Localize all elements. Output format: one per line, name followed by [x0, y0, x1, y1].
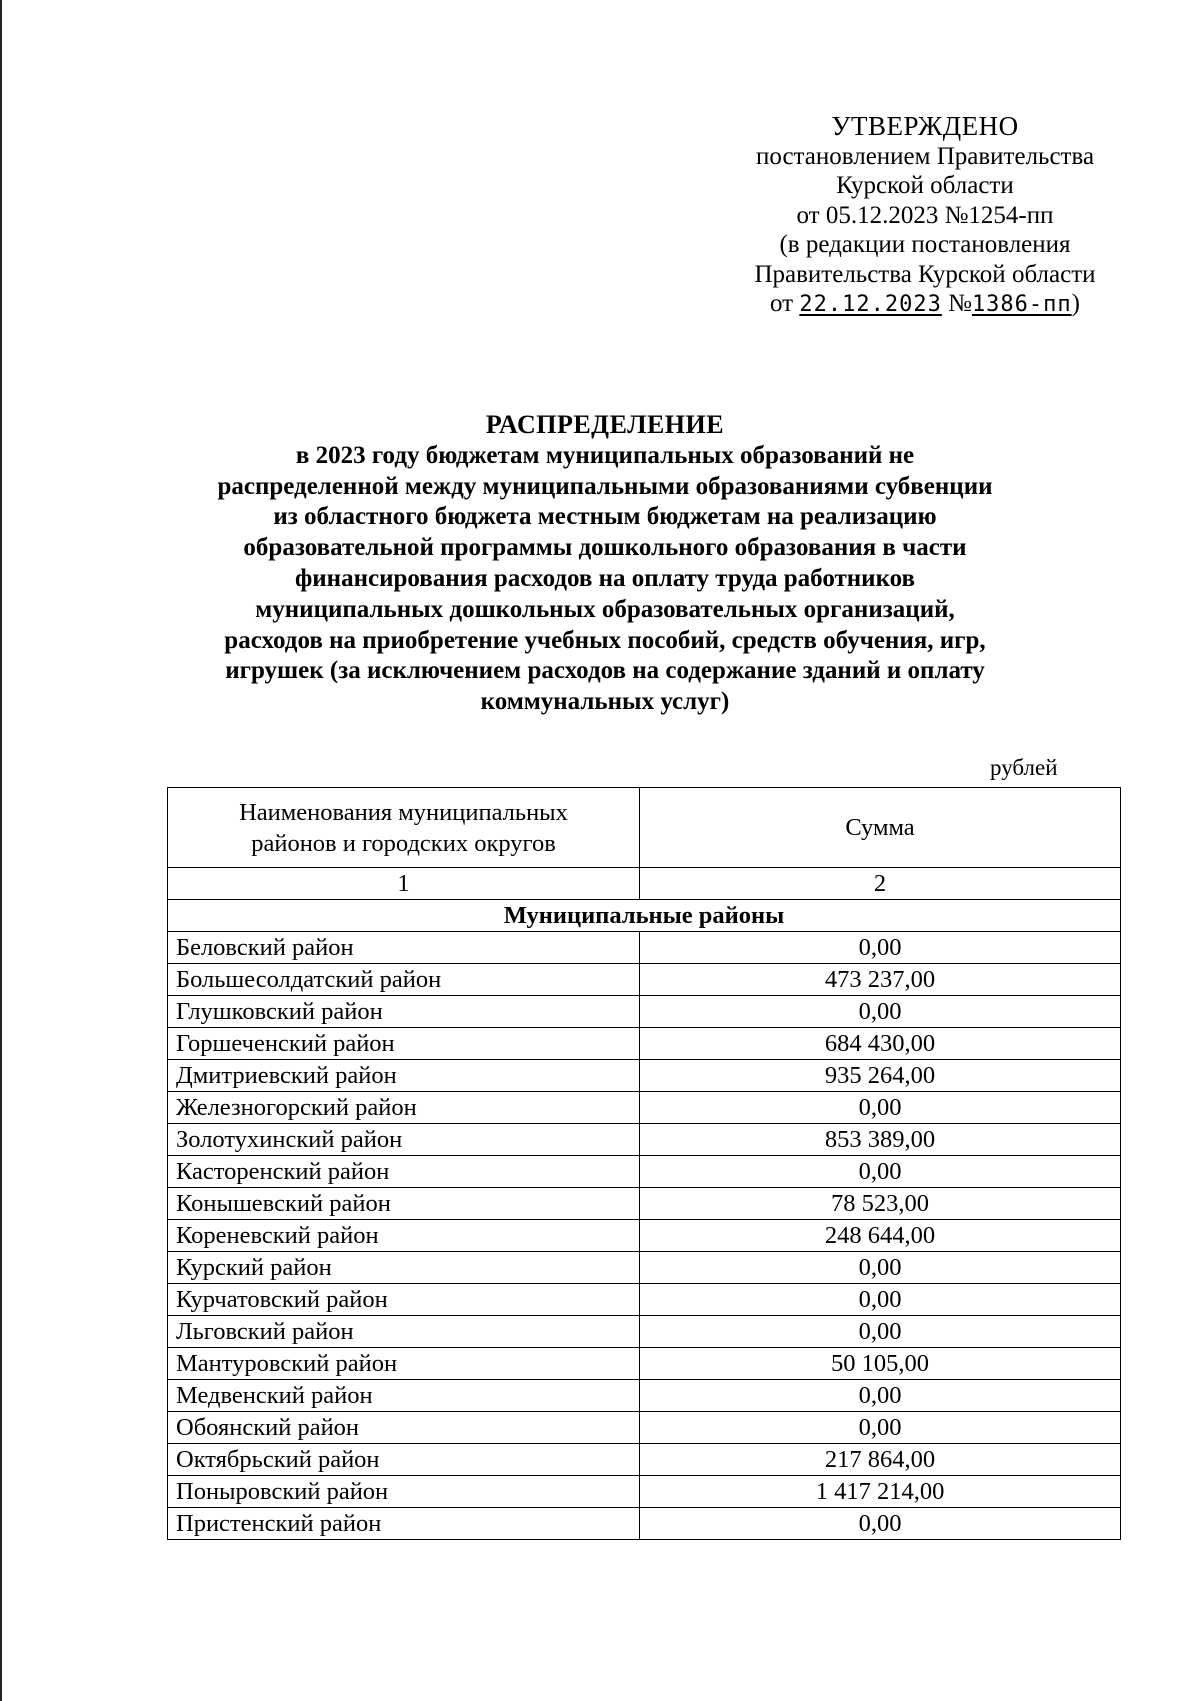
table-row — [168, 932, 1121, 964]
table-row — [168, 1028, 1121, 1060]
approval-line-2: Курской области — [836, 172, 1014, 199]
approval-line-4: (в редакции постановления — [779, 231, 1071, 258]
district-sum-cell: 684 430,00 — [640, 1028, 1121, 1060]
title-line: финансирования расходов на оплату труда работников — [294, 564, 916, 592]
section-title: Муниципальные районы — [168, 900, 1121, 932]
district-sum-cell: 935 264,00 — [640, 1060, 1121, 1092]
approval-line-5: Правительства Курской области — [754, 260, 1096, 288]
district-name-cell: Льговский район — [168, 1316, 640, 1348]
district-sum-cell: 0,00 — [640, 1508, 1121, 1540]
amendment-line — [690, 289, 1160, 320]
section-row — [168, 900, 1121, 932]
district-sum-cell: 0,00 — [640, 1092, 1121, 1124]
column-numbering-row — [168, 868, 1121, 900]
column-number-2: 2 — [640, 868, 1121, 900]
district-sum-cell: 0,00 — [640, 1380, 1121, 1412]
distribution-table — [167, 787, 1121, 1540]
title-line: расходов на приобретение учебных пособий, средств обучения, игр, — [224, 626, 986, 654]
district-name-cell: Мантуровский район — [168, 1348, 640, 1380]
district-name-cell: Курский район — [168, 1252, 640, 1284]
units-label: рублей — [990, 755, 1058, 780]
district-sum-cell: 0,00 — [640, 932, 1121, 964]
district-name-cell: Касторенский район — [168, 1156, 640, 1188]
district-sum-cell: 0,00 — [640, 1284, 1121, 1316]
title-line: из областного бюджета местным бюджетам на реализацию — [273, 503, 937, 531]
table-row — [168, 964, 1121, 996]
approval-block — [690, 112, 1160, 320]
header-name-cell — [168, 788, 640, 868]
table-row — [168, 1508, 1121, 1540]
table-row — [168, 1348, 1121, 1380]
district-name-cell: Октябрьский район — [168, 1444, 640, 1476]
district-name-cell: Глушковский район — [168, 996, 640, 1028]
header-name-line-1: Наименования муниципальных — [239, 798, 568, 826]
district-sum-cell: 50 105,00 — [640, 1348, 1121, 1380]
district-name-cell: Конышевский район — [168, 1188, 640, 1220]
header-sum-cell: Сумма — [640, 788, 1121, 868]
district-sum-cell: 0,00 — [640, 1412, 1121, 1444]
table-row — [168, 1412, 1121, 1444]
title-heading: РАСПРЕДЕЛЕНИЕ — [485, 410, 725, 439]
amendment-number: 1386-пп — [971, 292, 1072, 317]
approved-label: УТВЕРЖДЕНО — [831, 111, 1019, 141]
district-name-cell: Беловский район — [168, 932, 640, 964]
title-line: муниципальных дошкольных образовательных организаций, — [255, 595, 955, 623]
district-sum-cell: 248 644,00 — [640, 1220, 1121, 1252]
district-name-cell: Дмитриевский район — [168, 1060, 640, 1092]
amendment-number-sign: № — [948, 290, 972, 317]
district-name-cell: Поныровский район — [168, 1476, 640, 1508]
district-sum-cell: 1 417 214,00 — [640, 1476, 1121, 1508]
table-row — [168, 1220, 1121, 1252]
amendment-date: 22.12.2023 — [799, 292, 942, 317]
amendment-prefix: от — [770, 290, 794, 317]
header-name-line-2: районов и городских округов — [251, 829, 556, 857]
column-number-1: 1 — [168, 868, 640, 900]
district-sum-cell: 0,00 — [640, 1252, 1121, 1284]
district-sum-cell: 217 864,00 — [640, 1444, 1121, 1476]
table-row — [168, 996, 1121, 1028]
district-sum-cell: 78 523,00 — [640, 1188, 1121, 1220]
district-sum-cell: 0,00 — [640, 996, 1121, 1028]
district-sum-cell: 0,00 — [640, 1156, 1121, 1188]
title-line: образовательной программы дошкольного образования в части — [243, 534, 967, 562]
title-line: распределенной между муниципальными образованиями субвенции — [217, 472, 993, 500]
table-row — [168, 1444, 1121, 1476]
table-row — [168, 1188, 1121, 1220]
document-title — [140, 410, 1070, 718]
district-sum-cell: 0,00 — [640, 1316, 1121, 1348]
table-row — [168, 1476, 1121, 1508]
approval-line-1: постановлением Правительства — [755, 142, 1095, 170]
table-row — [168, 1316, 1121, 1348]
table-row — [168, 1156, 1121, 1188]
amendment-suffix: ) — [1071, 290, 1080, 317]
approval-line-3: от 05.12.2023 №1254-пп — [796, 201, 1054, 229]
district-name-cell: Медвенский район — [168, 1380, 640, 1412]
table-row — [168, 1092, 1121, 1124]
district-name-cell: Золотухинский район — [168, 1124, 640, 1156]
table-row — [168, 1380, 1121, 1412]
scan-edge-line — [0, 0, 2, 1701]
district-name-cell: Кореневский район — [168, 1220, 640, 1252]
table-row — [168, 1284, 1121, 1316]
district-name-cell: Обоянский район — [168, 1412, 640, 1444]
title-line: в 2023 году бюджетам муниципальных образований не — [295, 441, 915, 469]
district-sum-cell: 853 389,00 — [640, 1124, 1121, 1156]
district-name-cell: Курчатовский район — [168, 1284, 640, 1316]
district-name-cell: Железногорский район — [168, 1092, 640, 1124]
table-row — [168, 1252, 1121, 1284]
title-line: коммунальных услуг) — [480, 688, 730, 716]
table-row — [168, 1124, 1121, 1156]
table-row — [168, 1060, 1121, 1092]
district-name-cell: Пристенский район — [168, 1508, 640, 1540]
table-header-row — [168, 788, 1121, 868]
district-sum-cell: 473 237,00 — [640, 964, 1121, 996]
title-line: игрушек (за исключением расходов на содержание зданий и оплату — [225, 657, 985, 685]
district-name-cell: Горшеченский район — [168, 1028, 640, 1060]
district-name-cell: Большесолдатский район — [168, 964, 640, 996]
